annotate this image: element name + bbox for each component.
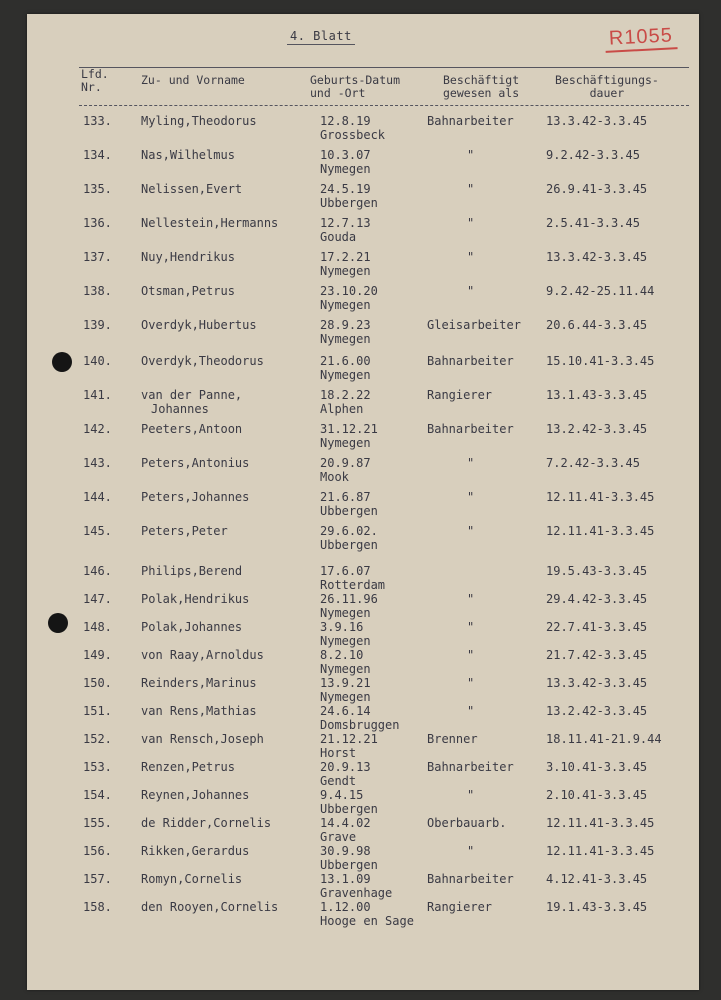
occupation: Rangierer	[427, 900, 493, 914]
birth-place: Mook	[320, 470, 349, 484]
employment-duration: 4.12.41-3.3.45	[546, 872, 648, 886]
employment-duration: 2.10.41-3.3.45	[546, 788, 648, 802]
birth-date: 21.6.87	[320, 490, 371, 504]
occupation: "	[467, 788, 475, 802]
row-number: 135.	[83, 182, 112, 196]
page-title: 4. Blatt	[287, 29, 355, 45]
birth-date: 3.9.16	[320, 620, 364, 634]
header-nr: Lfd. Nr.	[81, 67, 109, 94]
birth-place: Rotterdam	[320, 578, 386, 592]
employment-duration: 15.10.41-3.3.45	[546, 354, 655, 368]
occupation: Gleisarbeiter	[427, 318, 521, 332]
row-number: 148.	[83, 620, 112, 634]
employment-duration: 20.6.44-3.3.45	[546, 318, 648, 332]
occupation: "	[467, 844, 475, 858]
employment-duration: 21.7.42-3.3.45	[546, 648, 648, 662]
birth-date: 30.9.98	[320, 844, 371, 858]
punch-hole	[48, 613, 68, 633]
employment-duration: 12.11.41-3.3.45	[546, 816, 655, 830]
birth-date: 31.12.21	[320, 422, 378, 436]
birth-place: Nymegen	[320, 162, 371, 176]
employment-duration: 12.11.41-3.3.45	[546, 524, 655, 538]
person-name: Nellestein,Hermanns	[141, 216, 279, 230]
birth-place: Ubbergen	[320, 858, 378, 872]
row-number: 146.	[83, 564, 112, 578]
row-number: 150.	[83, 676, 112, 690]
employment-duration: 9.2.42-25.11.44	[546, 284, 655, 298]
person-name: Peters,Peter	[141, 524, 228, 538]
birth-place: Horst	[320, 746, 357, 760]
birth-date: 26.11.96	[320, 592, 378, 606]
birth-place: Nymegen	[320, 298, 371, 312]
birth-place: Nymegen	[320, 634, 371, 648]
person-name: Otsman,Petrus	[141, 284, 235, 298]
person-name: van Rens,Mathias	[141, 704, 257, 718]
person-name: Renzen,Petrus	[141, 760, 235, 774]
birth-date: 13.9.21	[320, 676, 371, 690]
birth-date: 20.9.87	[320, 456, 371, 470]
birth-place: Nymegen	[320, 606, 371, 620]
birth-place: Gravenhage	[320, 886, 393, 900]
birth-date: 17.6.07	[320, 564, 371, 578]
birth-date: 13.1.09	[320, 872, 371, 886]
occupation: "	[467, 216, 475, 230]
employment-duration: 19.1.43-3.3.45	[546, 900, 648, 914]
occupation: Oberbauarb.	[427, 816, 507, 830]
occupation: "	[467, 490, 475, 504]
employment-duration: 12.11.41-3.3.45	[546, 490, 655, 504]
person-name: van Rensch,Joseph	[141, 732, 264, 746]
person-name: van der Panne,	[141, 388, 243, 402]
occupation: "	[467, 456, 475, 470]
person-name: Peeters,Antoon	[141, 422, 243, 436]
birth-place: Gouda	[320, 230, 357, 244]
row-number: 153.	[83, 760, 112, 774]
person-name: Reinders,Marinus	[141, 676, 257, 690]
occupation: "	[467, 592, 475, 606]
birth-date: 17.2.21	[320, 250, 371, 264]
birth-place: Ubbergen	[320, 196, 378, 210]
person-name: Polak,Hendrikus	[141, 592, 250, 606]
occupation: "	[467, 620, 475, 634]
person-name: Romyn,Cornelis	[141, 872, 243, 886]
row-number: 133.	[83, 114, 112, 128]
document-page	[27, 14, 699, 990]
person-name: Nuy,Hendrikus	[141, 250, 235, 264]
occupation: Bahnarbeiter	[427, 422, 514, 436]
employment-duration: 26.9.41-3.3.45	[546, 182, 648, 196]
birth-date: 12.8.19	[320, 114, 371, 128]
row-number: 147.	[83, 592, 112, 606]
birth-place: Nymegen	[320, 662, 371, 676]
employment-duration: 22.7.41-3.3.45	[546, 620, 648, 634]
birth-date: 14.4.02	[320, 816, 371, 830]
row-number: 138.	[83, 284, 112, 298]
birth-place: Hooge en Sage	[320, 914, 414, 928]
birth-place: Alphen	[320, 402, 364, 416]
birth-place: Nymegen	[320, 436, 371, 450]
row-number: 157.	[83, 872, 112, 886]
person-name: Reynen,Johannes	[141, 788, 250, 802]
birth-date: 24.6.14	[320, 704, 371, 718]
header-birth: Geburts-Datum und -Ort	[310, 73, 401, 100]
occupation: "	[467, 284, 475, 298]
row-number: 140.	[83, 354, 112, 368]
birth-date: 20.9.13	[320, 760, 371, 774]
birth-place: Nymegen	[320, 368, 371, 382]
employment-duration: 13.2.42-3.3.45	[546, 704, 648, 718]
occupation: Brenner	[427, 732, 478, 746]
employment-duration: 19.5.43-3.3.45	[546, 564, 648, 578]
birth-place: Nymegen	[320, 690, 371, 704]
person-name: Peters,Johannes	[141, 490, 250, 504]
row-number: 136.	[83, 216, 112, 230]
birth-date: 28.9.23	[320, 318, 371, 332]
person-name: den Rooyen,Cornelis	[141, 900, 279, 914]
punch-hole	[52, 352, 72, 372]
birth-place: Ubbergen	[320, 538, 378, 552]
employment-duration: 9.2.42-3.3.45	[546, 148, 640, 162]
employment-duration: 13.3.42-3.3.45	[546, 676, 648, 690]
person-name: Nelissen,Evert	[141, 182, 243, 196]
row-number: 144.	[83, 490, 112, 504]
header-job: Beschäftigt gewesen als	[443, 73, 520, 100]
occupation: "	[467, 648, 475, 662]
birth-date: 24.5.19	[320, 182, 371, 196]
row-number: 156.	[83, 844, 112, 858]
row-number: 142.	[83, 422, 112, 436]
occupation: Bahnarbeiter	[427, 760, 514, 774]
table-header	[27, 68, 699, 104]
person-name: Rikken,Gerardus	[141, 844, 250, 858]
birth-date: 12.7.13	[320, 216, 371, 230]
employment-duration: 7.2.42-3.3.45	[546, 456, 640, 470]
row-number: 149.	[83, 648, 112, 662]
occupation: "	[467, 524, 475, 538]
employment-duration: 13.3.42-3.3.45	[546, 114, 648, 128]
row-number: 151.	[83, 704, 112, 718]
person-name: Polak,Johannes	[141, 620, 243, 634]
employment-duration: 29.4.42-3.3.45	[546, 592, 648, 606]
occupation: Bahnarbeiter	[427, 872, 514, 886]
person-name-continued: Johannes	[151, 402, 209, 416]
row-number: 155.	[83, 816, 112, 830]
header-duration: Beschäftigungs- dauer	[555, 73, 659, 100]
birth-date: 10.3.07	[320, 148, 371, 162]
birth-date: 9.4.15	[320, 788, 364, 802]
row-number: 158.	[83, 900, 112, 914]
birth-place: Ubbergen	[320, 802, 378, 816]
birth-date: 8.2.10	[320, 648, 364, 662]
birth-place: Gendt	[320, 774, 357, 788]
person-name: Overdyk,Hubertus	[141, 318, 257, 332]
occupation: Rangierer	[427, 388, 493, 402]
employment-duration: 13.2.42-3.3.45	[546, 422, 648, 436]
row-number: 137.	[83, 250, 112, 264]
row-number: 134.	[83, 148, 112, 162]
birth-place: Grave	[320, 830, 357, 844]
employment-duration: 12.11.41-3.3.45	[546, 844, 655, 858]
row-number: 152.	[83, 732, 112, 746]
occupation: "	[467, 676, 475, 690]
person-name: Peters,Antonius	[141, 456, 250, 470]
employment-duration: 13.3.42-3.3.45	[546, 250, 648, 264]
occupation: Bahnarbeiter	[427, 114, 514, 128]
birth-place: Ubbergen	[320, 504, 378, 518]
occupation: "	[467, 182, 475, 196]
row-number: 143.	[83, 456, 112, 470]
birth-place: Nymegen	[320, 332, 371, 346]
header-rule-bottom	[79, 105, 689, 106]
birth-date: 23.10.20	[320, 284, 378, 298]
person-name: Nas,Wilhelmus	[141, 148, 235, 162]
birth-date: 29.6.02.	[320, 524, 378, 538]
person-name: de Ridder,Cornelis	[141, 816, 272, 830]
person-name: Myling,Theodorus	[141, 114, 257, 128]
employment-duration: 13.1.43-3.3.45	[546, 388, 648, 402]
occupation: Bahnarbeiter	[427, 354, 514, 368]
header-name: Zu- und Vorname	[141, 73, 245, 87]
occupation: "	[467, 250, 475, 264]
row-number: 145.	[83, 524, 112, 538]
employment-duration: 3.10.41-3.3.45	[546, 760, 648, 774]
row-number: 141.	[83, 388, 112, 402]
occupation: "	[467, 704, 475, 718]
person-name: von Raay,Arnoldus	[141, 648, 264, 662]
birth-date: 21.12.21	[320, 732, 378, 746]
row-number: 139.	[83, 318, 112, 332]
employment-duration: 2.5.41-3.3.45	[546, 216, 640, 230]
archive-stamp: R1055	[604, 24, 677, 53]
person-name: Philips,Berend	[141, 564, 243, 578]
birth-date: 1.12.00	[320, 900, 371, 914]
employment-duration: 18.11.41-21.9.44	[546, 732, 662, 746]
row-number: 154.	[83, 788, 112, 802]
birth-place: Domsbruggen	[320, 718, 400, 732]
birth-place: Nymegen	[320, 264, 371, 278]
occupation: "	[467, 148, 475, 162]
birth-date: 18.2.22	[320, 388, 371, 402]
birth-date: 21.6.00	[320, 354, 371, 368]
birth-place: Grossbeck	[320, 128, 386, 142]
person-name: Overdyk,Theodorus	[141, 354, 264, 368]
